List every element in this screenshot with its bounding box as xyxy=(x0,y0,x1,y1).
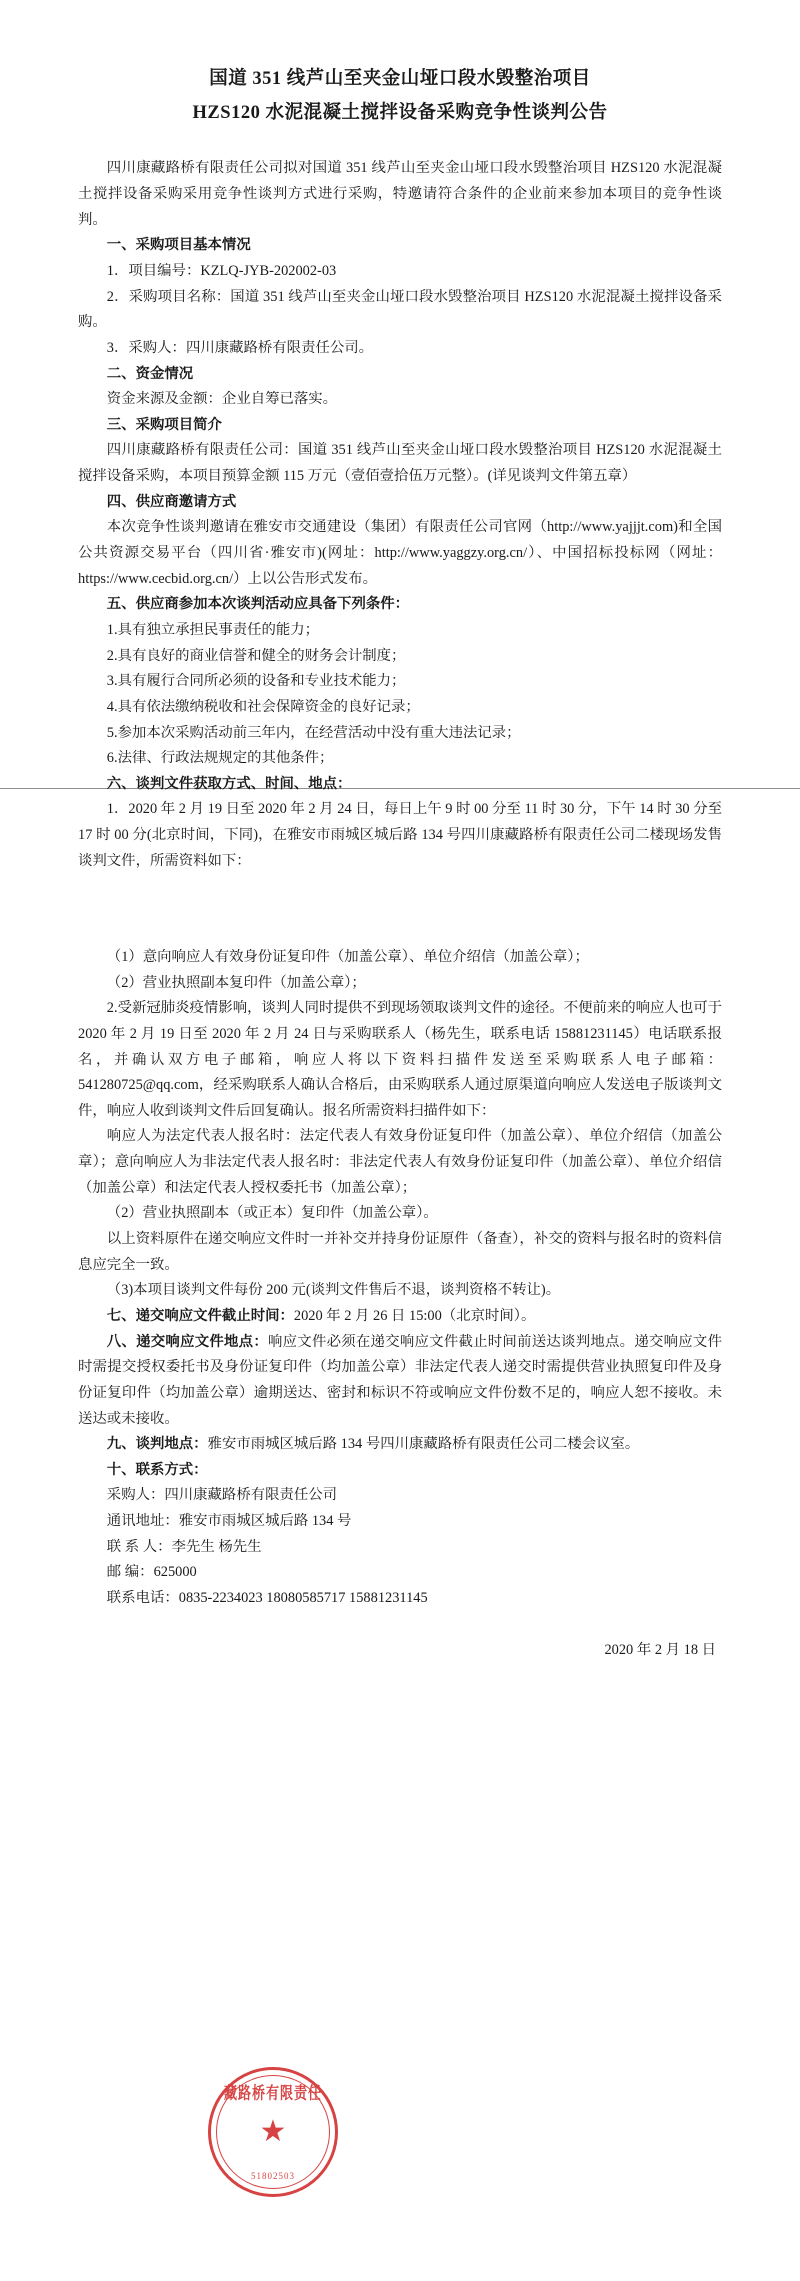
contact-address: 通讯地址：雅安市雨城区城后路 134 号 xyxy=(106,1513,352,1530)
section-5-item-5: 5.参加本次采购活动前三年内，在经营活动中没有重大违法记录； xyxy=(106,724,521,741)
p2-paragraph-1: （1）意向响应人有效身份证复印件（加盖公章）、单位介绍信（加盖公章）； xyxy=(106,949,589,965)
section-heading-3: 三、采购项目简介 xyxy=(106,416,222,433)
section-8 xyxy=(78,1330,722,1433)
intro-paragraph: 四川康藏路桥有限责任公司拟对国道 351 线芦山至夹金山垭口段水毁整治项目 HZS120 水泥混凝土搅拌设备采购采用竞争性谈判方式进行采购，特邀请符合条件的企业前来参加本项目的竞争性谈判。 xyxy=(78,160,722,228)
page-title xyxy=(78,62,722,130)
section-5-item-1: 1.具有独立承担民事责任的能力； xyxy=(106,621,320,638)
section-6-paragraph-1: 1．2020 年 2 月 19 日至 2020 年 2 月 24 日，每日上午 9 时 00 分至 11 时 30 分，下午 14 时 30 分至 17 时 00 分(北京时间，下同)，在雅安市雨城区城后路 134 号四川康藏路桥有限责任公司二楼现场发售谈判文件，所需资料如下： xyxy=(78,801,722,869)
contact-purchaser: 采购人：四川康藏路桥有限责任公司 xyxy=(106,1487,338,1504)
sign-date: 2020 年 2 月 18 日 xyxy=(604,1641,716,1658)
section-3-paragraph-1: 四川康藏路桥有限责任公司：国道 351 线芦山至夹金山垭口段水毁整治项目 HZS120 水泥混凝土搅拌设备采购，本项目预算金额 115 万元（壹佰壹拾伍万元整）。(详见谈判文件第五章） xyxy=(78,442,722,485)
section-heading-1: 一、采购项目基本情况 xyxy=(106,237,251,254)
section-heading-9: 九、谈判地点： xyxy=(106,1436,208,1453)
section-1-paragraph-1: 1．项目编号：KZLQ-JYB-202002-03 xyxy=(106,263,337,279)
section-heading-7: 七、递交响应文件截止时间： xyxy=(106,1307,294,1324)
p2-paragraph-7: （3)本项目谈判文件每份 200 元(谈判文件售后不退，谈判资格不转让)。 xyxy=(106,1282,561,1299)
seal-top-text: 藏路桥有限责任 xyxy=(223,2083,322,2103)
seal-inner-ring xyxy=(216,2075,330,2189)
section-5-item-6: 6.法律、行政法规规定的其他条件； xyxy=(106,750,334,767)
p2-paragraph-4: 响应人为法定代表人报名时：法定代表人有效身份证复印件（加盖公章）、单位介绍信（加盖公章）；意向响应人为非法定代表人报名时：非法定代表人有效身份证复印件（加盖公章）、单位介绍信（加盖公章）和法定代表人授权委托书（加盖公章）； xyxy=(78,1128,722,1196)
contact-person: 联 系 人：李先生 杨先生 xyxy=(106,1538,262,1555)
section-heading-8: 八、递交响应文件地点： xyxy=(106,1333,268,1350)
section-heading-2: 二、资金情况 xyxy=(106,365,194,382)
contact-postcode: 邮 编：625000 xyxy=(106,1564,197,1581)
section-heading-4: 四、供应商邀请方式 xyxy=(106,493,237,510)
p2-paragraph-3: 2.受新冠肺炎疫情影响，谈判人同时提供不到现场领取谈判文件的途径。不便前来的响应人也可于 2020 年 2 月 19 日至 2020 年 2 月 24 日与采购联系人（杨先生，联系电话 15881231145）电话联系报名，并确认双方电子邮箱，响应人将以下资料扫描件发送至采购联系人电子邮箱：541280725@qq.com，经采购联系人确认合格后，由采购联系人通过原渠道向响应人发送电子版谈判文件，响应人收到谈判文件后回复确认。报名所需资料扫描件如下： xyxy=(78,1000,722,1119)
p2-paragraph-2: （2）营业执照副本复印件（加盖公章）； xyxy=(106,974,366,991)
section-heading-5: 五、供应商参加本次谈判活动应具备下列条件： xyxy=(106,596,410,613)
page-1-body xyxy=(78,156,722,874)
contact-phone: 联系电话：0835-2234023 18080585717 15881231145 xyxy=(106,1590,428,1607)
section-2-paragraph-1: 资金来源及金额：企业自筹已落实。 xyxy=(106,391,338,408)
company-seal-stamp xyxy=(208,2067,338,2197)
section-5-item-3: 3.具有履行合同所必须的设备和专业技术能力； xyxy=(106,673,406,690)
seal-bottom-text: 51802503 xyxy=(251,2171,295,2181)
page-2-top-space xyxy=(78,857,722,945)
section-1-paragraph-3: 3．采购人：四川康藏路桥有限责任公司。 xyxy=(106,339,374,356)
section-5-item-2: 2.具有良好的商业信誉和健全的财务会计制度； xyxy=(106,647,406,664)
section-4-paragraph-1: 本次竞争性谈判邀请在雅安市交通建设（集团）有限责任公司官网（http://www.yajjjt.com)和全国公共资源交易平台（四川省·雅安市)(网址：http://www.yaggzy.org.cn/）、中国招标投标网（网址：https://www.cecbid.org.cn/）上以公告形式发布。 xyxy=(78,519,722,587)
star-icon: ★ xyxy=(259,2115,287,2148)
title-line-2: HZS120 水泥混凝土搅拌设备采购竞争性谈判公告 xyxy=(192,103,608,124)
section-7-value: 2020 年 2 月 26 日 15:00（北京时间）。 xyxy=(293,1307,536,1324)
section-9 xyxy=(78,1432,722,1458)
section-heading-10: 十、联系方式： xyxy=(106,1461,208,1478)
section-9-body: 雅安市雨城区城后路 134 号四川康藏路桥有限责任公司二楼会议室。 xyxy=(207,1436,640,1453)
p2-paragraph-5: （2）营业执照副本（或正本）复印件（加盖公章）。 xyxy=(106,1205,438,1222)
section-1-paragraph-2: 2．采购项目名称：国道 351 线芦山至夹金山垭口段水毁整治项目 HZS120 水泥混凝土搅拌设备采购。 xyxy=(78,288,722,331)
section-7 xyxy=(78,1304,722,1330)
section-heading-6: 六、谈判文件获取方式、时间、地点： xyxy=(106,775,352,792)
section-5-item-4: 4.具有依法缴纳税收和社会保障资金的良好记录； xyxy=(106,698,420,715)
document-page-1 xyxy=(0,0,800,869)
p2-paragraph-6: 以上资料原件在递交响应文件时一并补交并持身份证原件（备查），补交的资料与报名时的资料信息应完全一致。 xyxy=(78,1231,722,1273)
document-page-2 xyxy=(0,817,800,2257)
title-line-1: 国道 351 线芦山至夹金山垭口段水毁整治项目 xyxy=(209,69,591,89)
section-8-body: 响应文件必须在递交响应文件截止时间前送达谈判地点。递交响应文件时需提交授权委托书及身份证复印件（均加盖公章）非法定代表人递交时需提供营业执照复印件及身份证复印件（均加盖公章）逾期送达、密封和标识不符或响应文件份数不足的，响应人恕不接收。未送达或未接收。 xyxy=(78,1333,722,1427)
